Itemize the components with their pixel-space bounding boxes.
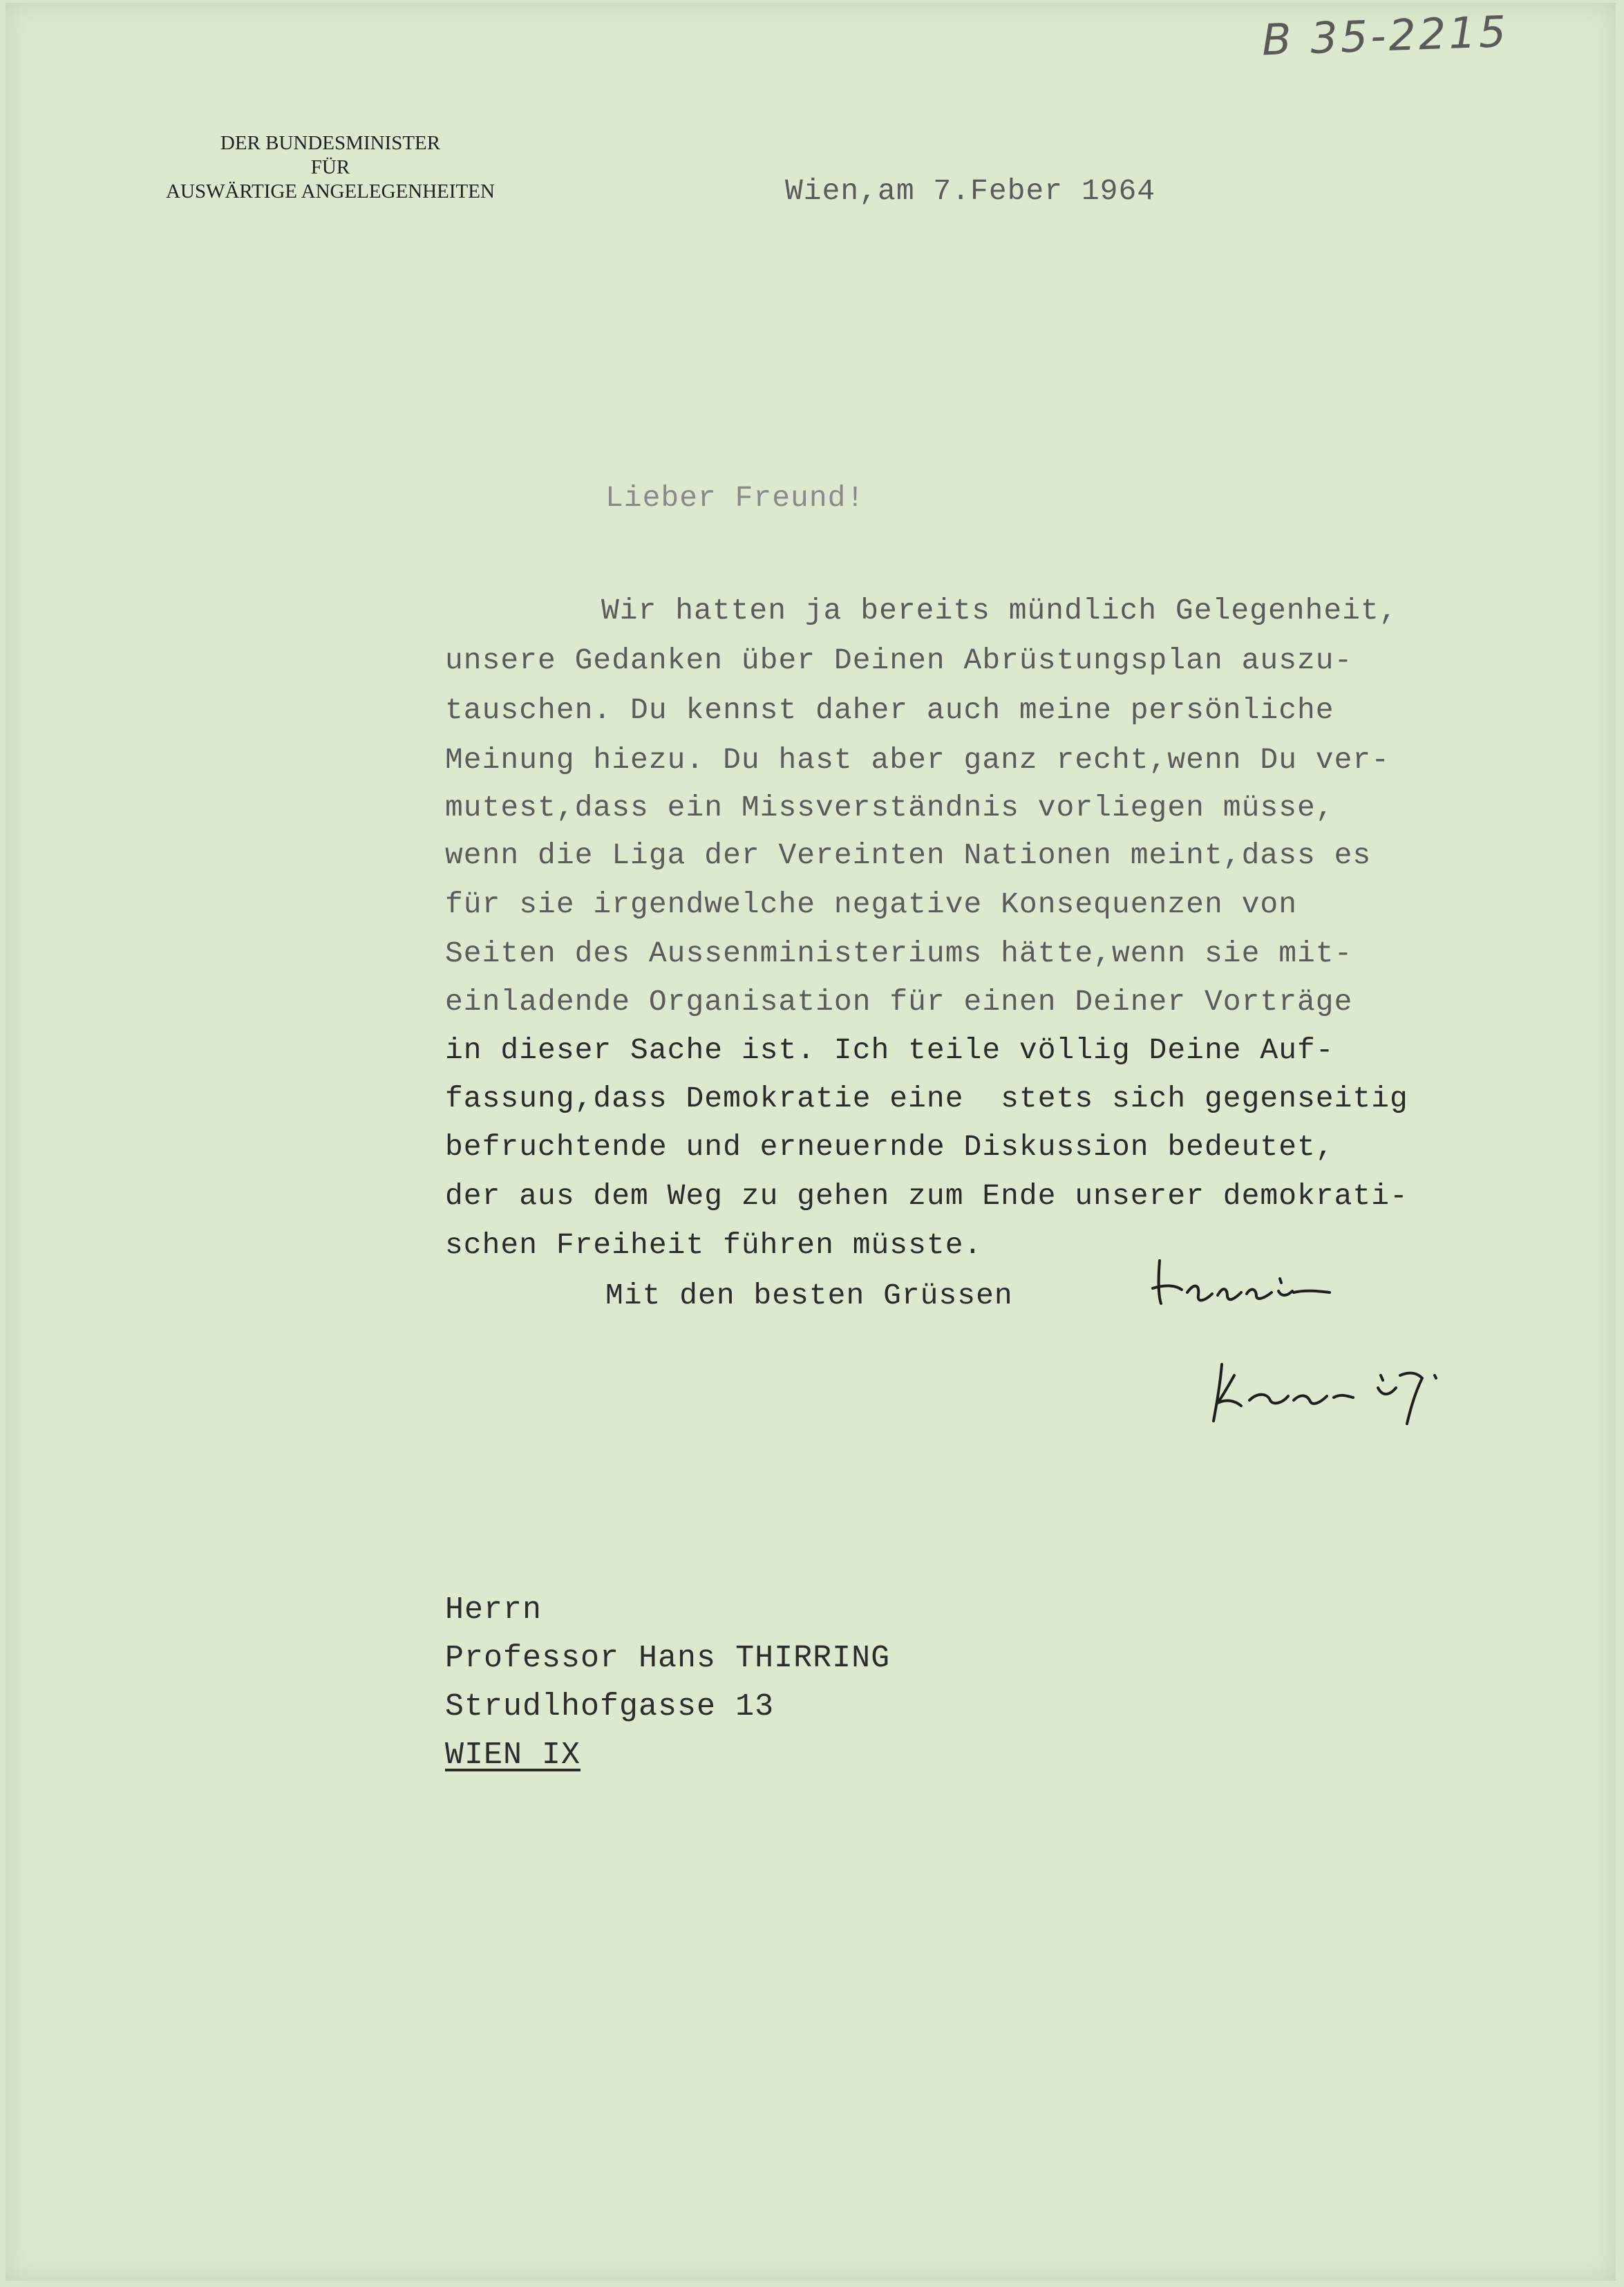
closing: Mit den besten Grüssen <box>605 1279 1013 1312</box>
body-line: einladende Organisation für einen Deiner Vorträge <box>445 985 1353 1019</box>
address-line-2: Professor Hans THIRRING <box>445 1641 891 1676</box>
body-line: Meinung hiezu. Du hast aber ganz recht,wenn Du ver- <box>445 743 1390 777</box>
address-line-3: Strudlhofgasse 13 <box>445 1689 775 1724</box>
letterhead-line-2: FÜR <box>310 156 350 178</box>
address-line-4: WIEN IX <box>445 1738 581 1773</box>
body-line: tauschen. Du kennst daher auch meine persönliche <box>445 693 1334 727</box>
body-line: unsere Gedanken über Deinen Abrüstungsplan auszu- <box>445 643 1353 677</box>
archive-number: B 35-2215 <box>1261 6 1510 66</box>
body-line: Wir hatten ja bereits mündlich Gelegenheit, <box>601 594 1398 628</box>
letterhead-line-3: AUSWÄRTIGE ANGELEGENHEITEN <box>166 180 495 203</box>
body-line: fassung,dass Demokratie eine stets sich gegenseitig <box>445 1082 1408 1116</box>
letter-sheet <box>6 3 1616 2281</box>
body-line: mutest,dass ein Missverständnis vorliegen müsse, <box>445 791 1334 825</box>
handwritten-signature <box>1146 1240 1533 1447</box>
body-line: befruchtende und erneuernde Diskussion bedeutet, <box>445 1130 1334 1164</box>
letterhead-line-1: DER BUNDESMINISTER <box>220 132 441 154</box>
body-line: in dieser Sache ist. Ich teile völlig Deine Auf- <box>445 1033 1334 1067</box>
body-line: wenn die Liga der Vereinten Nationen meint,dass es <box>445 838 1372 872</box>
salutation: Lieber Freund! <box>605 481 865 515</box>
dateline: Wien,am 7.Feber 1964 <box>785 174 1156 208</box>
body-line: Seiten des Aussenministeriums hätte,wenn sie mit- <box>445 937 1353 970</box>
address-line-1: Herrn <box>445 1592 542 1628</box>
body-line: schen Freiheit führen müsste. <box>445 1228 983 1262</box>
letterhead <box>109 131 551 204</box>
body-line: für sie irgendwelche negative Konsequenzen von <box>445 887 1297 921</box>
body-line: der aus dem Weg zu gehen zum Ende unserer demokrati- <box>445 1179 1408 1213</box>
